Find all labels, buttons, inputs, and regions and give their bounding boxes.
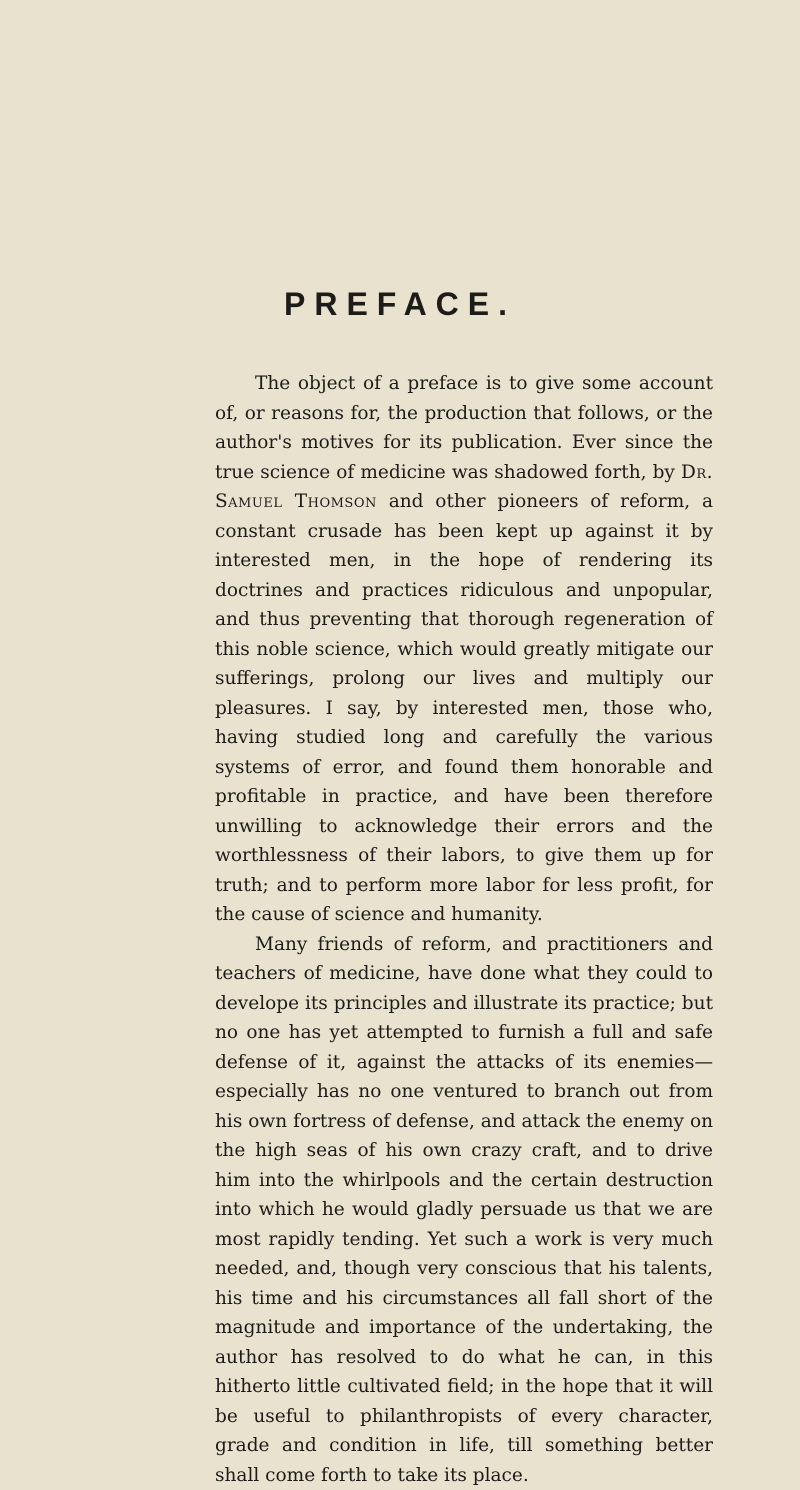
preface-body <box>215 369 713 1490</box>
paragraph-2: Many friends of reform, and practitioners and teachers of medicine, have done what they could to develope its principles and illustrate its practice; but no one has yet attempted to furnish a full and safe defense of it, against the attacks of its enemies—especially has no one ventured to branch out from his own fortress of defense, and attack the enemy on the high seas of his own crazy craft, and to drive him into the whirlpools and the certain destruction into which he would gladly persuade us that we are most rapidly tending. Yet such a work is very much needed, and, though very conscious that his talents, his time and his circumstances all fall short of the magnitude and importance of the undertaking, the author has resolved to do what he can, in this hitherto little cultivated field; in the hope that it will be useful to philanthropists of every character, grade and condition in life, till something better shall come forth to take its place. <box>215 930 713 1490</box>
paragraph-1 <box>215 369 713 930</box>
paragraph-1-text-end: and other pioneers of reform, a constant crusade has been kept up against it by interested men, in the hope of rendering its doctrines and practices ridiculous and unpopular, and thus preventing that thorough regeneration of this noble science, which would greatly mitigate our sufferings, prolong our lives and multiply our pleasures. I say, by interested men, those who, having studied long and carefully the various systems of error, and found them honorable and profitable in practice, and have been therefore unwilling to acknowledge their errors and the worthlessness of their labors, to give them up for truth; and to perform more labor for less profit, for the cause of science and humanity. <box>215 491 713 925</box>
paragraph-1-text-start: The object of a preface is to give some account of, or reasons for, the production that follows, or the author's motives for its publication. Ever since the true science of medicine was shadowed forth, by <box>215 373 713 483</box>
page-title: PREFACE. <box>0 286 800 323</box>
author-name: Dr. Samuel Thomson <box>215 462 713 513</box>
